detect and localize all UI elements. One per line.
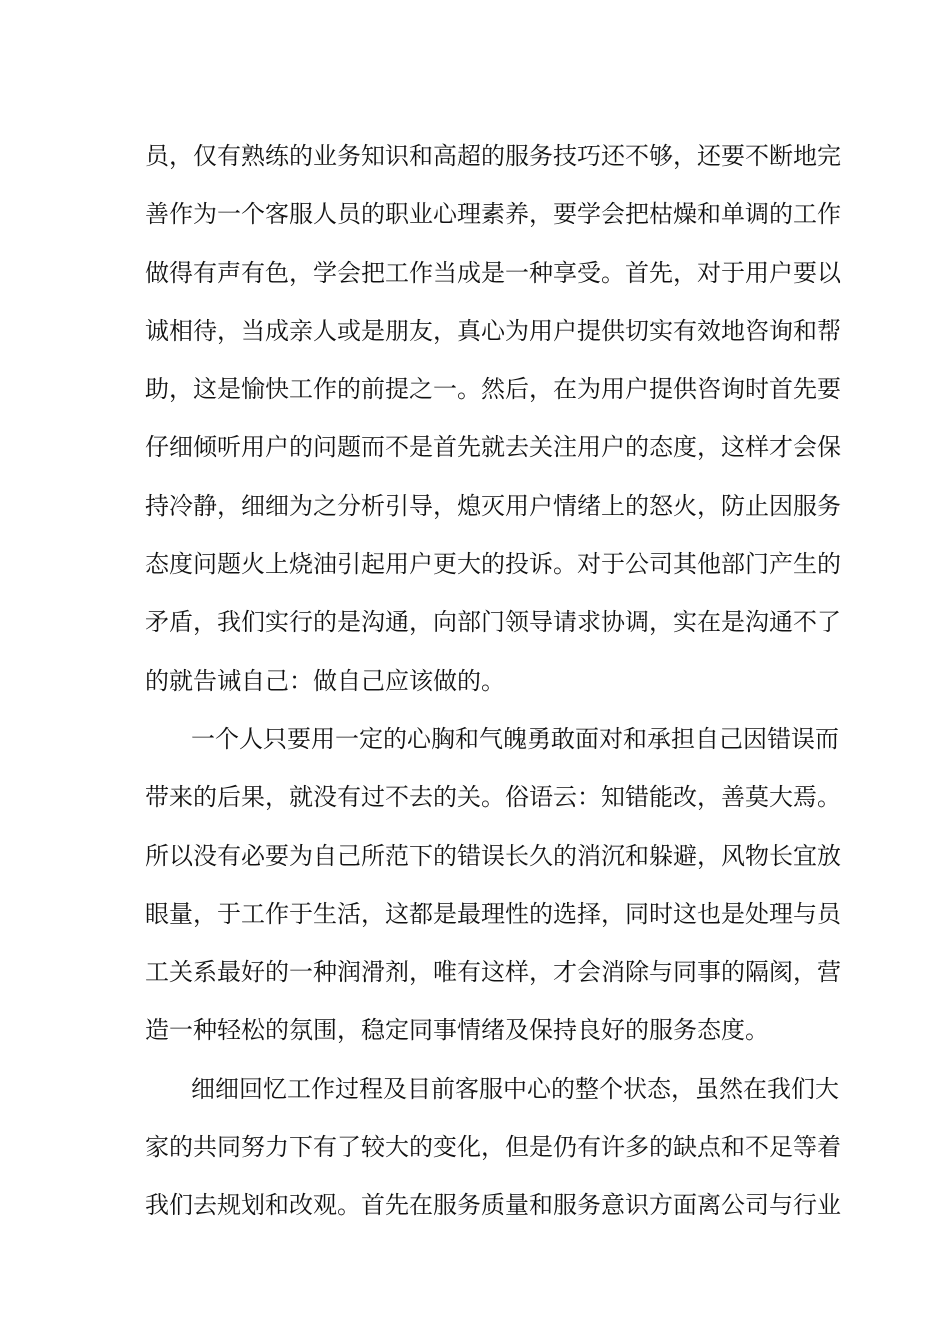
text-line: 员，仅有熟练的业务知识和高超的服务技巧还不够，还要不断地完 <box>145 142 841 170</box>
text-line: 工关系最好的一种润滑剂，唯有这样，才会消除与同事的隔阂，营 <box>145 958 841 987</box>
text-line: 我们去规划和改观。首先在服务质量和服务意识方面离公司与行业 <box>145 1191 841 1220</box>
text-line: 矛盾，我们实行的是沟通，向部门领导请求协调，实在是沟通不了 <box>145 608 841 637</box>
text-line: 一个人只要用一定的心胸和气魄勇敢面对和承担自己因错误而 <box>191 724 839 753</box>
text-line: 造一种轻松的氛围，稳定同事情绪及保持良好的服务态度。 <box>145 1016 769 1045</box>
text-line: 的就告诫自己：做自己应该做的。 <box>145 666 505 695</box>
paragraph-1 <box>145 127 841 710</box>
text-line: 做得有声有色，学会把工作当成是一种享受。首先，对于用户要以 <box>145 258 841 287</box>
text-line: 助，这是愉快工作的前提之一。然后，在为用户提供咨询时首先要 <box>145 375 841 404</box>
text-line: 持冷静，细细为之分析引导，熄灭用户情绪上的怒火，防止因服务 <box>145 491 841 520</box>
text-line: 诚相待，当成亲人或是朋友，真心为用户提供切实有效地咨询和帮 <box>145 316 841 345</box>
text-line: 带来的后果，就没有过不去的关。俗语云：知错能改，善莫大焉。 <box>145 783 841 812</box>
text-line: 仔细倾听用户的问题而不是首先就去关注用户的态度，这样才会保 <box>145 433 841 462</box>
text-line: 家的共同努力下有了较大的变化，但是仍有许多的缺点和不足等着 <box>145 1133 841 1162</box>
text-line: 善作为一个客服人员的职业心理素养，要学会把枯燥和单调的工作 <box>145 200 841 229</box>
text-line: 细细回忆工作过程及目前客服中心的整个状态，虽然在我们大 <box>191 1074 839 1103</box>
text-line: 态度问题火上烧油引起用户更大的投诉。对于公司其他部门产生的 <box>145 550 841 579</box>
text-line: 眼量，于工作于生活，这都是最理性的选择，同时这也是处理与员 <box>145 899 841 928</box>
paragraph-2 <box>145 710 841 1060</box>
text-line: 所以没有必要为自己所范下的错误长久的消沉和躲避，风物长宜放 <box>145 841 841 870</box>
document-body <box>145 127 841 1235</box>
paragraph-3 <box>145 1060 841 1235</box>
